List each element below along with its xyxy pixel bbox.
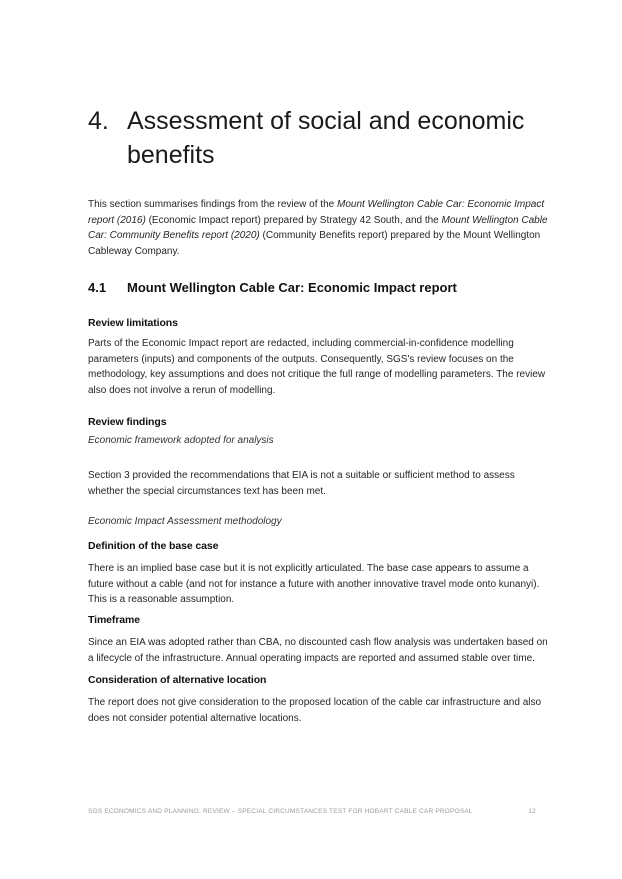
eia-methodology-label: Economic Impact Assessment methodology xyxy=(88,516,282,527)
intro-text-1: This section summarises findings from the review of the xyxy=(88,199,337,210)
intro-report-title-1: Mount Wellington Cable Car: Economic Impact report (2016) xyxy=(88,199,545,226)
intro-paragraph xyxy=(88,197,550,259)
section-heading xyxy=(88,280,457,295)
review-findings-heading: Review findings xyxy=(88,416,167,428)
page-footer xyxy=(88,808,536,815)
section-number: 4.1 xyxy=(88,280,107,295)
economic-framework-text: Section 3 provided the recommendations that EIA is not a suitable or sufficient method to assess whether the special circumstances text has been met. xyxy=(88,470,515,497)
chapter-heading xyxy=(88,104,568,172)
footer-text: SGS ECONOMICS AND PLANNING: REVIEW – SPECIAL CIRCUMSTANCES TEST FOR HOBART CABLE CAR PROPOSAL xyxy=(88,808,473,815)
alternative-location-heading: Consideration of alternative location xyxy=(88,674,267,686)
economic-framework-label: Economic framework adopted for analysis xyxy=(88,435,274,446)
intro-text-2: (Economic Impact report) prepared by Strategy 42 South, and the xyxy=(145,214,442,226)
review-limitations-text: Parts of the Economic Impact report are redacted, including commercial-in-confidence modelling parameters (inputs) and components of the outputs. Consequently, SGS's review focuses on the methodology, key assumptions and does not critique the full range of modelling parameters. The review also does not involve a rerun of modelling. xyxy=(88,338,546,396)
chapter-title: Assessment of social and economic benefits xyxy=(127,107,525,169)
timeframe-heading: Timeframe xyxy=(88,614,141,626)
section-title: Mount Wellington Cable Car: Economic Impact report xyxy=(127,280,457,295)
intro-report-title-2: Mount Wellington Cable Car: Community Benefits report (2020) xyxy=(88,214,548,241)
timeframe-text: Since an EIA was adopted rather than CBA, no discounted cash flow analysis was undertaken based on a lifecycle of the infrastructure. Annual operating impacts are reported and assumed stable over time. xyxy=(88,637,548,664)
intro-text-3: (Community Benefits report) prepared by the Mount Wellington Cableway Company. xyxy=(88,230,541,257)
alternative-location-text: The report does not give consideration to the proposed location of the cable car infrastructure and also does not consider potential alternative locations. xyxy=(88,697,542,724)
page-number: 12 xyxy=(528,808,536,815)
review-limitations-heading: Review limitations xyxy=(88,317,178,329)
base-case-text: There is an implied base case but it is not explicitly articulated. The base case appears to assume a future without a cable (and not for instance a future with another innovative travel mode onto kunanyi). This is a reasonable assumption. xyxy=(88,563,540,605)
chapter-number: 4. xyxy=(88,107,109,135)
base-case-heading: Definition of the base case xyxy=(88,540,219,552)
